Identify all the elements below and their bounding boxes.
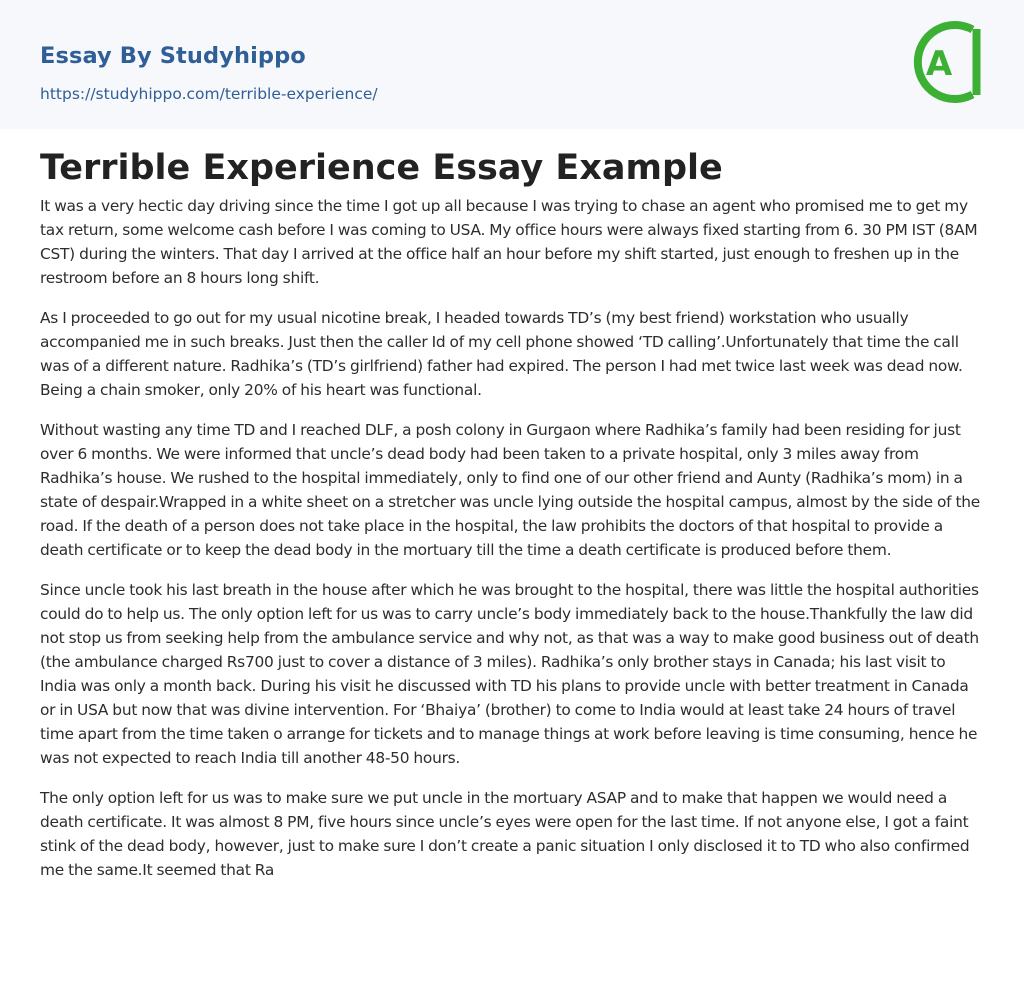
logo-letter: A <box>925 44 953 84</box>
site-header <box>0 0 1024 129</box>
article-paragraph: Since uncle took his last breath in the house after which he was brought to the hospital, there was little the hospital authorities could do to help us. The only option left for us was to carry uncle’s body immediately back to the house.Thankfully the law did not stop us from seeking help from the ambulance service and why not, as that was a way to make good business out of death (the ambulance charged Rs700 just to cover a distance of 3 miles). Radhika’s only brother stays in Canada; his last visit to India was only a month back. During his visit he discussed with TD his plans to provide uncle with better treatment in Canada or in USA but now that was divine intervention. For ‘Bhaiya’ (brother) to come to India would at least take 24 hours of travel time apart from the time taken o arrange for tickets and to manage things at work before leaving is time consuming, hence he was not expected to reach India till another 48-50 hours. <box>40 581 979 767</box>
article-paragraph: It was a very hectic day driving since the time I got up all because I was trying to chase an agent who promised me to get my tax return, some welcome cash before I was coming to USA. My office hours were always fixed starting from 6. 30 PM IST (8AM CST) during the winters. That day I arrived at the office half an hour before my shift started, just enough to freshen up in the restroom before an 8 hours long shift. <box>40 197 978 287</box>
site-brand[interactable]: Essay By Studyhippo <box>40 43 306 69</box>
page-url-link[interactable]: https://studyhippo.com/terrible-experience/ <box>40 85 378 103</box>
article-paragraph: The only option left for us was to make sure we put uncle in the mortuary ASAP and to make that happen we would need a death certificate. It was almost 8 PM, five hours since uncle’s eyes were open for the last time. If not anyone else, I got a faint stink of the dead body, however, just to make sure I don’t create a panic situation I only disclosed it to TD who also confirmed me the same.It seemed that Ra <box>40 789 970 879</box>
article-body <box>40 194 985 898</box>
studyhippo-logo-icon[interactable] <box>911 18 987 106</box>
article-paragraph: Without wasting any time TD and I reached DLF, a posh colony in Gurgaon where Radhika’s family had been residing for just over 6 months. We were informed that uncle’s dead body had been taken to a private hospital, only 3 miles away from Radhika’s house. We rushed to the hospital immediately, only to find one of our other friend and Aunty (Radhika’s mom) in a state of despair.Wrapped in a white sheet on a stretcher was uncle lying outside the hospital campus, almost by the side of the road. If the death of a person does not take place in the hospital, the law prohibits the doctors of that hospital to provide a death certificate or to keep the dead body in the mortuary till the time a death certificate is produced before them. <box>40 421 980 559</box>
article-title: Terrible Experience Essay Example <box>40 148 723 188</box>
article-paragraph: As I proceeded to go out for my usual nicotine break, I headed towards TD’s (my best friend) workstation who usually accompanied me in such breaks. Just then the caller Id of my cell phone showed ‘TD calling’.Unfortunately that time the call was of a different nature. Radhika’s (TD’s girlfriend) father had expired. The person I had met twice last week was dead now. Being a chain smoker, only 20% of his heart was functional. <box>40 309 963 399</box>
